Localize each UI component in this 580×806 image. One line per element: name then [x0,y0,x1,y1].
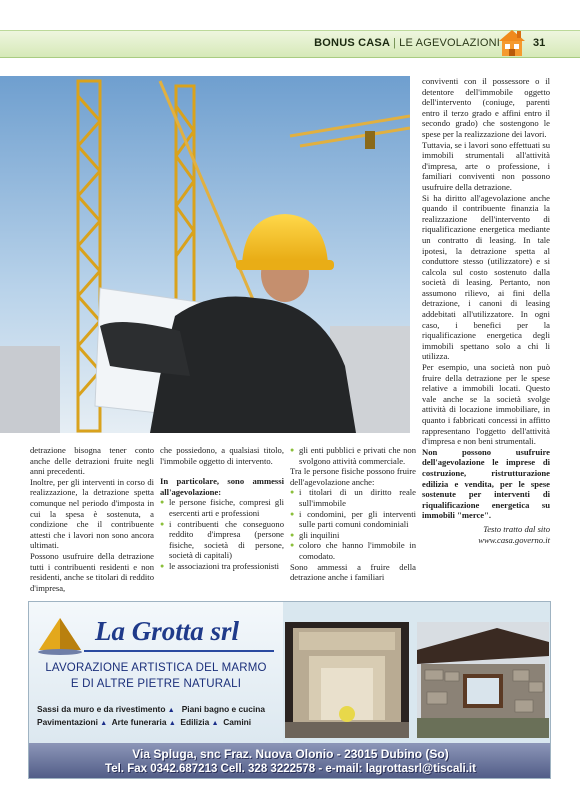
paragraph: detrazione bisogna tener conto anche delle detrazioni fruite negli anni precedenti. [30,445,154,477]
ad-service: Camini [223,717,252,727]
paragraph: conviventi con il possessore o il detentore dell'immobile oggetto dell'intervento (coniuge, parenti entro il terzo grado e affini entro il secondo grado) che sostengono le spese per la realizzazione dei lavori. [422,76,550,139]
ad-fireplace-photo [285,622,409,738]
ad-contacts: Tel. Fax 0342.687213 Cell. 328 3222578 - e-mail: lagrottasrl@tiscali.it [105,763,476,775]
ad-divider [84,650,274,652]
list-item: ● i contribuenti che conseguono reddito d'impresa (persone fisiche, società di persone, società di capitali) [160,519,284,561]
ad-services-row [37,717,251,727]
bold-paragraph: Non possono usufruire dell'agevolazione le imprese di costruzione, ristrutturazione edilizia e vendita, per le spese sostenute per interventi di riqualificazione energetica su immobili "merce". [422,446,550,521]
article-column-4 [422,76,550,545]
ad-address: Via Spluga, snc Fraz. Nuova Olonio - 23015 Dubino (So) [132,747,449,761]
article-photo [0,76,410,433]
list-item: ● gli enti pubblici e privati che non svolgono attività commerciale. [290,445,416,466]
house-icon [498,28,526,58]
paragraph: che possiedono, a qualsiasi titolo, l'immobile oggetto di intervento. [160,445,284,466]
triangle-icon: ▲ [168,720,176,727]
article-column-1 [30,445,154,593]
ad-service: Edilizia [180,717,210,727]
subheading: In particolare, sono ammessi all'agevolazione: [160,476,284,497]
list-item: ● le associazioni tra professionisti [160,561,284,572]
triangle-icon: ▲ [167,707,175,714]
section-title [314,37,500,49]
triangle-icon: ▲ [211,720,219,727]
paragraph: Inoltre, per gli interventi in corso di realizzazione, la detrazione spetta comunque nel periodo d'imposta in cui la spesa è sostenuta, a condizione che il contribuente attesti che i lavori non sono ancora ultimati. [30,476,154,551]
section-separator: | [393,37,397,49]
ad-company-name: La Grotta srl [95,616,240,646]
ad-service: Piani bagno e cucina [181,704,266,714]
paragraph: Sono ammessi a fruire della detrazione anche i familiari [290,561,416,583]
list-item: ● le persone fisiche, compresi gli esercenti arti e professioni [160,497,284,518]
paragraph: Per esempio, una società non può fruire della detrazione per le spese relative a immobili locati. Questo vale anche se la società svolge attività di locazione immobiliare, in quanto i fabbricati concessi in affitto rappresentano l'oggetto dell'attività d'impresa e non beni strumentali. [422,362,550,447]
section-name: BONUS CASA [314,37,391,49]
source-url: www.casa.governo.it [478,534,550,545]
triangle-icon: ▲ [100,720,108,727]
source-label: Testo tratto dal sito [483,523,550,534]
page-number: 31 [533,37,546,49]
ad-headline: LAVORAZIONE ARTISTICA DEL MARMO [45,662,267,674]
paragraph: Si ha diritto all'agevolazione anche quando il contribuente finanzia la realizzazione dell'intervento di riqualificazione energetica mediante un contratto di leasing. In tale ipotesi, la detrazione spetta al conduttore stesso (utilizzatore) e si calcola sul costo sostenuto dalla società di leasing. Pertanto, non assumono rilievo, ai fini della detrazione, i canoni di leasing addebitati all'utilizzatore. In ogni caso, i benefici per la riqualificazione energetica degli immobili spettano solo a chi li utilizza. [422,192,550,362]
ad-service: Arte funeraria [111,717,167,727]
ad-stone-house-photo [417,622,549,738]
ad-services-row [37,704,265,714]
pyramid-logo-icon [37,616,83,656]
paragraph: Tra le persone fisiche possono fruire dell'agevolazione anche: [290,466,416,487]
article-column-3 [290,445,416,583]
paragraph: Tuttavia, se i lavori sono effettuati su immobili strumentali all'attività d'impresa, arte o professione, i familiari conviventi non possono usufruire della detrazione. [422,139,550,192]
ad-service: Pavimentazioni [37,717,98,727]
subsection-name: LE AGEVOLAZIONI [399,37,500,49]
ad-headline: E DI ALTRE PIETRE NATURALI [70,678,242,690]
ad-service: Sassi da muro e da rivestimento [37,704,166,714]
list-item: ● gli inquilini [290,530,416,541]
list-item: ● coloro che hanno l'immobile in comodato. [290,540,416,561]
article-column-2 [160,445,284,572]
list-item: ● i titolari di un diritto reale sull'immobile [290,487,416,508]
paragraph: Possono usufruire della detrazione tutti i contribuenti residenti e non residenti, anche se titolari di reddito d'impresa, [30,550,154,593]
advertisement [28,601,551,779]
list-item: ● i condomini, per gli interventi sulle parti comuni condominiali [290,509,416,530]
engineer-photo [0,76,410,433]
